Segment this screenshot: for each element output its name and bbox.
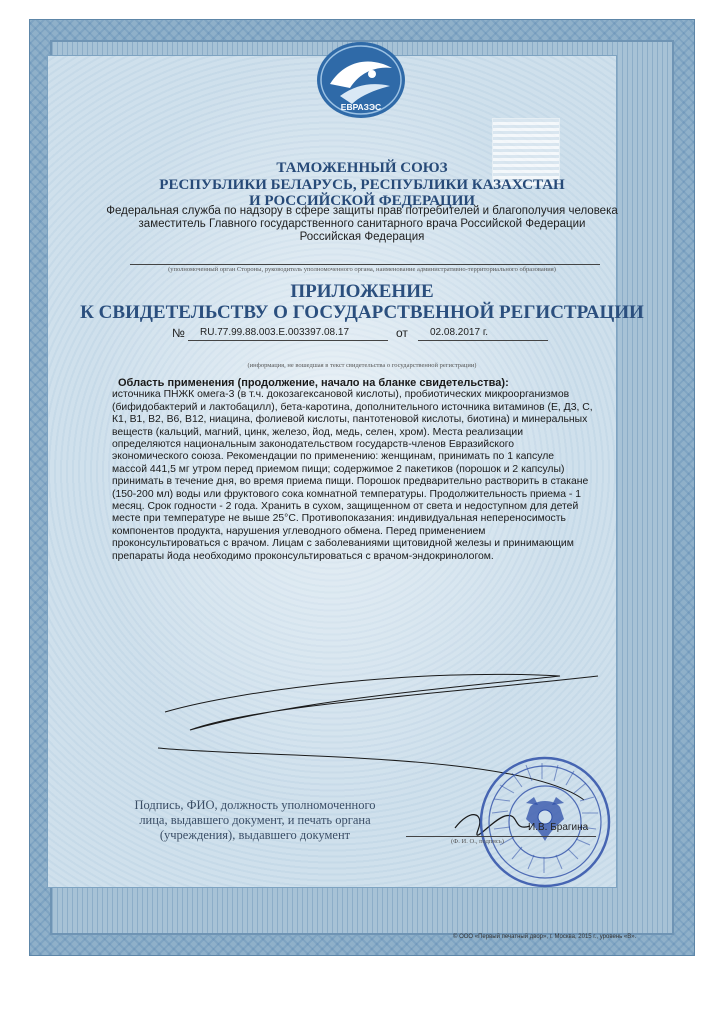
logo-text: ЕВРАЗЭС <box>340 102 382 112</box>
scope-heading: Область применения (продолжение, начало на бланке свидетельства): <box>118 377 509 389</box>
union-title-line1: ТАМОЖЕННЫЙ СОЮЗ <box>276 160 448 176</box>
date-label: от <box>396 326 408 340</box>
fio-caption: (Ф. И. О., подпись) <box>451 838 504 845</box>
scope-line: месте при температуре не выше 25°С. Противопоказания: индивидуальная непереносимость <box>112 513 566 525</box>
signature-caption-line1: Подпись, ФИО, должность уполномоченного <box>134 798 376 812</box>
scope-line: (150-200 мл) воды или фруктового сока комнатной температуры. Продолжительность приема - 1 <box>112 488 581 500</box>
scope-line: веществ (кальций, магний, цинк, железо, йод, медь, селен, хром). Места реализации <box>112 426 524 438</box>
scope-line: определяются национальным законодательством государств-членов Евразийского <box>112 439 515 451</box>
scope-line: источника ПНЖК омега-3 (в т.ч. докозагексановой кислоты), пробиотических микроорганизмов <box>112 389 570 401</box>
registration-caption: (информация, не вошедшая в текст свидетельства о государственной регистрации) <box>247 362 477 369</box>
registration-number: RU.77.99.88.003.E.003397.08.17 <box>200 327 350 338</box>
scope-line: К1, В1, В2, В6, В12, ниацина, фолиевой кислоты, пантотеновой кислоты, биотина) и минеральных <box>112 414 588 426</box>
signature-caption-line2: лица, выдавшего документ, и печать органа <box>139 813 371 827</box>
registration-date: 02.08.2017 г. <box>430 327 489 338</box>
printer-imprint: © ООО «Первый печатный двор», г. Москва, 2015 г., уровень «В». <box>453 934 637 940</box>
scope-line: препараты йода необходимо проконсультироваться с врачом-эндокринологом. <box>112 550 494 562</box>
authority-caption: (уполномоченный орган Стороны, руководитель уполномоченного органа, наименование административно-территориального образования) <box>168 266 556 273</box>
agency-line3: Российская Федерация <box>299 231 425 243</box>
number-underline <box>188 340 388 341</box>
authority-underline <box>130 264 600 265</box>
agency-line1: Федеральная служба по надзору в сфере защиты прав потребителей и благополучия человека <box>106 205 618 217</box>
signature-underline <box>406 836 596 837</box>
scope-line: массой 441,5 мг утром перед приемом пищи; содержимое 2 пакетиков (порошок и 2 капсулы) <box>112 463 565 475</box>
scope-line: месяц. Срок годности - 2 года. Хранить в сухом, защищенном от света и недоступном для детей <box>112 501 579 513</box>
signature-caption-block <box>110 798 400 843</box>
union-title-line3: И РОССИЙСКОЙ ФЕДЕРАЦИИ <box>248 193 476 209</box>
signature-caption-line3: (учреждения), выдавшего документ <box>159 828 351 842</box>
scope-line: проконсультироваться с врачом. Лицам с заболеваниями щитовидной железы и принимающим <box>112 538 574 550</box>
eurasec-logo-icon <box>300 38 422 128</box>
scope-line: принимать в течение дня, во время приема пищи. Порошок предварительно растворить в стакане <box>112 476 589 488</box>
signer-name: И.В. Брагина <box>528 822 589 833</box>
date-underline <box>418 340 548 341</box>
scope-line: экономического союза. Рекомендации по применению: женщинам, принимать по 1 капсуле <box>112 451 555 463</box>
appendix-subtitle: К СВИДЕТЕЛЬСТВУ О ГОСУДАРСТВЕННОЙ РЕГИСТРАЦИИ <box>80 302 644 323</box>
number-label: № <box>172 326 185 340</box>
scope-line: (бифидобактерий и лактобацилл), бета-каротина, дополнительного источника витаминов (Е, Д3, С, <box>112 401 593 413</box>
union-title-line2: РЕСПУБЛИКИ БЕЛАРУСЬ, РЕСПУБЛИКИ КАЗАХСТАН <box>159 177 565 193</box>
agency-line2: заместитель Главного государственного санитарного врача Российской Федерации <box>138 218 586 230</box>
appendix-title: ПРИЛОЖЕНИЕ <box>290 281 434 302</box>
scope-text-block <box>112 377 612 563</box>
scope-line: компонентов продукта, нарушения углеводного обмена. Перед применением <box>112 525 486 537</box>
